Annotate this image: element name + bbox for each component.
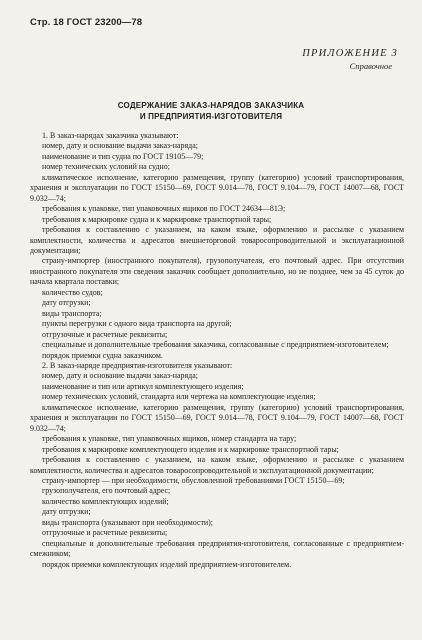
paragraph: номер технических условий, стандарта или чертежа на комплектующие изделия; (42, 392, 316, 402)
paragraph: климатическое исполнение, категорию размещения, группу (категорию) условий транспортирования, хранения и эксплуатации по ГОСТ 15150—69, ГОСТ 9.014—78, ГОСТ 9.104—79, ГОСТ 14007—68, ГОСТ 9.032—74; (30, 172, 404, 203)
paragraph: виды транспорта; (42, 308, 102, 318)
paragraph: страну-импортер — при необходимости, обусловленной требованиями ГОСТ 15150—69; (42, 475, 345, 485)
paragraph: требования к составлению с указанием, на каком языке, оформлению и рассылке с указанием комплектности, количества и адресатов товаросопроводительной и эксплуатационной документации; (30, 455, 404, 475)
paragraph: отгрузочные и расчетные реквизиты; (42, 528, 168, 538)
paragraph: номер, дату и основание выдачи заказ-наряда; (42, 141, 198, 151)
paragraph: порядок приемки комплектующих изделий предприятием-изготовителем. (42, 559, 292, 569)
body-text (30, 131, 404, 570)
paragraph: требования к составлению с указанием, на каком языке, оформлению и рассылке с указанием комплектности, количества и адресатов внешнеторговой товаросопроводительной и эксплуатационной документации; (30, 225, 404, 255)
paragraph: специальные и дополнительные требования предприятия-изготовителя, согласованные с предприятием-смежником; (30, 538, 404, 559)
paragraph: специальные и дополнительные требования заказчика, согласованные с предприятием-изготовителем; (42, 340, 389, 350)
section-heading (0, 100, 422, 122)
appendix-subtitle: Справочное (349, 61, 392, 71)
paragraph: требования к маркировке комплектующего изделия и к маркировке транспортной тары; (42, 444, 339, 454)
paragraph: дату отгрузки; (42, 507, 91, 517)
heading-line-2: И ПРЕДПРИЯТИЯ-ИЗГОТОВИТЕЛЯ (139, 112, 283, 121)
paragraph: пункты перегрузки с одного вида транспорта на другой; (42, 319, 232, 329)
paragraph: требования к маркировке судна и к маркировке транспортной тары; (42, 214, 272, 224)
paragraph: количество комплектующих изделий; (42, 496, 169, 506)
paragraph: виды транспорта (указывают при необходимости); (42, 517, 214, 527)
paragraph: порядок приемки судна заказчиком. (42, 350, 163, 360)
paragraph: наименование и тип судна по ГОСТ 19105—79; (42, 151, 204, 161)
paragraph: 1. В заказ-нарядах заказчика указывают: (42, 131, 179, 140)
paragraph: требования к упаковке, тип упаковочных ящиков по ГОСТ 24634—81Э; (42, 204, 286, 214)
appendix-title: ПРИЛОЖЕНИЕ 3 (302, 48, 398, 59)
paragraph: дату отгрузки; (42, 298, 91, 308)
paragraph: количество судов; (42, 287, 103, 297)
paragraph: климатическое исполнение, категорию размещения, группу (категорию) условий транспортирования, хранения и эксплуатации по ГОСТ 15150—69, ГОСТ 9.014—78, ГОСТ 9.104—79, ГОСТ 14007—68, ГОСТ 9.032—74; (30, 402, 404, 433)
paragraph: номер технических условий на судно; (42, 162, 170, 172)
paragraph: номер, дату и основание выдачи заказ-наряда; (42, 371, 198, 381)
paragraph: 2. В заказ-наряде предприятия-изготовителя указывают: (42, 360, 233, 370)
appendix-label (302, 48, 398, 71)
page-header: Стр. 18 ГОСТ 23200—78 (30, 17, 143, 28)
paragraph: страну-импортер (иностранного покупателя), грузополучателя, его почтовый адрес. При отсутствии иностранного покупателя эти сведения заказчик сообщает дополнительно, но не позднее, чем за 45 суток до начала квартала поставки; (30, 256, 404, 287)
paragraph: требования к упаковке, тип упаковочных ящиков, номер стандарта на тару; (42, 434, 297, 444)
paragraph: отгрузочные и расчетные реквизиты; (42, 329, 168, 339)
paragraph: наименование и тип или артикул комплектующего изделия; (42, 381, 244, 391)
heading-line-1: СОДЕРЖАНИЕ ЗАКАЗ-НАРЯДОВ ЗАКАЗЧИКА (117, 101, 305, 110)
paragraph: грузополучателя, его почтовый адрес; (42, 486, 171, 496)
